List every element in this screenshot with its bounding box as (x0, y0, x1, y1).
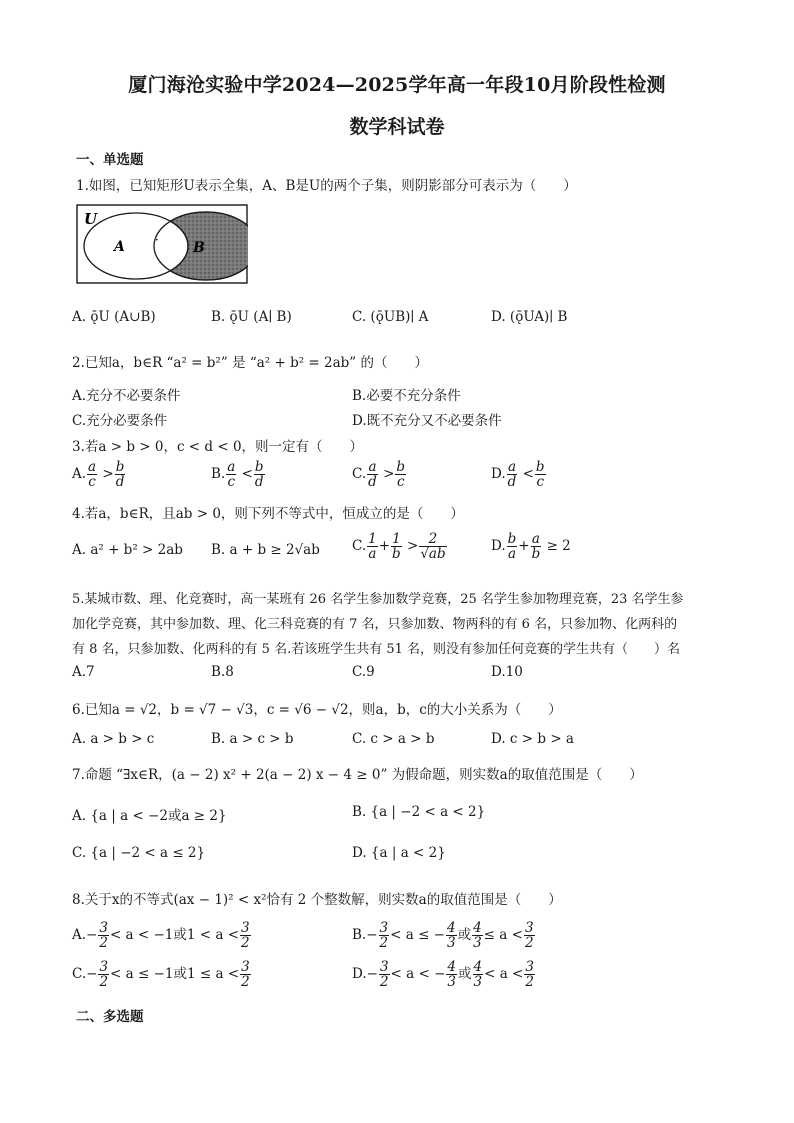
q8-option-d[interactable]: D.− $\frac{3}{2}$ < a < − $\frac{4}{3}$ 或 $\frac{4}{3}$ < a < $\frac{3}{2}$ (352, 959, 534, 991)
q3-option-a[interactable]: A. $\frac{a}{c}$ > $\frac{b}{d}$ (72, 459, 125, 491)
q7-option-b[interactable]: B. {a | −2 < a < 2} (352, 804, 486, 820)
label-a: A (114, 239, 125, 255)
q4-option-a[interactable]: A. a² + b² > 2ab (72, 542, 183, 558)
q6-option-d[interactable]: D. c > b > a (491, 731, 574, 747)
label-dot: · (155, 233, 159, 247)
question-5-line-2: 加化学竞赛，其中参加数、理、化三科竞赛的有 7 名，只参加数、物两科的有 6 名，只参加物、化两科的 (72, 617, 678, 632)
question-6-stem: 6.已知a = √2，b = √7 − √3，c = √6 − √2，则a，b，c的大小关系为（ ） (72, 702, 562, 718)
q2-option-c[interactable]: C.充分必要条件 (72, 413, 168, 429)
q1-option-c[interactable]: C. (ǭUB)∣ A (352, 309, 429, 325)
q5-option-a[interactable]: A.7 (72, 664, 95, 680)
section-single-choice: 一、单选题 (76, 152, 144, 168)
q8-option-a[interactable]: A.− $\frac{3}{2}$ < a < −1或1 < a < $\frac{3}{2}$ (72, 920, 250, 952)
question-8-stem: 8.关于x的不等式(ax − 1)² < x²恰有 2 个整数解，则实数a的取值范围是（ ） (72, 892, 562, 908)
q5-option-b[interactable]: B.8 (211, 664, 234, 680)
label-b: B (193, 240, 205, 256)
q3-option-c[interactable]: C. $\frac{a}{d}$ > $\frac{b}{c}$ (352, 459, 406, 491)
question-3-stem: 3.若a > b > 0，c < d < 0，则一定有（ ） (72, 439, 364, 455)
question-1-stem: 1.如图，已知矩形U表示全集，A、B是U的两个子集，则阴影部分可表示为（ ） (76, 178, 577, 194)
q4-option-d[interactable]: D. $\frac{b}{a}$ + $\frac{a}{b}$ ≥ 2 (491, 531, 571, 563)
q6-option-a[interactable]: A. a > b > c (72, 731, 155, 747)
q1-option-b[interactable]: B. ǭU (A∣ B) (211, 309, 292, 325)
question-4-stem: 4.若a，b∈R，且ab > 0，则下列不等式中，恒成立的是（ ） (72, 506, 464, 522)
q6-option-b[interactable]: B. a > c > b (211, 731, 294, 747)
q4-option-c[interactable]: C. $\frac{1}{a}$ + $\frac{1}{b}$ > $\frac{2}{√ab}$ (352, 531, 446, 563)
exam-subtitle: 数学科试卷 (349, 116, 445, 138)
q5-option-c[interactable]: C.9 (352, 664, 375, 680)
q3-option-d[interactable]: D. $\frac{a}{d}$ < $\frac{b}{c}$ (491, 459, 545, 491)
question-5-line-3: 有 8 名，只参加数、化两科的有 5 名.若该班学生共有 51 名，则没有参加任何竞赛的学生共有（ ）名 (72, 642, 681, 657)
q7-option-d[interactable]: D. {a | a < 2} (352, 845, 446, 861)
q1-option-d[interactable]: D. (ǭUA)∣ B (491, 309, 568, 325)
q2-option-b[interactable]: B.必要不充分条件 (352, 388, 461, 404)
q7-option-c[interactable]: C. {a | −2 < a ≤ 2} (72, 845, 206, 861)
section-multi-choice: 二、多选题 (76, 1009, 144, 1025)
label-u: U (84, 210, 98, 228)
question-7-stem: 7.命题 “∃x∈R，(a − 2) x² + 2(a − 2) x − 4 ≥ 0” 为假命题，则实数a的取值范围是（ ） (72, 767, 643, 783)
q7-option-a[interactable]: A. {a | a < −2或a ≥ 2} (72, 808, 227, 824)
q8-option-b[interactable]: B.− $\frac{3}{2}$ < a ≤ − $\frac{4}{3}$ 或 $\frac{4}{3}$ ≤ a < $\frac{3}{2}$ (352, 920, 534, 952)
q4-option-b[interactable]: B. a + b ≥ 2√ab (211, 542, 320, 558)
q2-option-d[interactable]: D.既不充分又不必要条件 (352, 413, 502, 429)
venn-diagram (76, 204, 248, 284)
exam-title: 厦门海沧实验中学2024—2025学年高一年段10月阶段性检测 (128, 74, 666, 96)
q5-option-d[interactable]: D.10 (491, 664, 523, 680)
question-5-line-1: 5.某城市数、理、化竞赛时，高一某班有 26 名学生参加数学竞赛，25 名学生参加物理竞赛，23 名学生参 (72, 592, 684, 607)
q6-option-c[interactable]: C. c > a > b (352, 731, 435, 747)
q8-option-c[interactable]: C.− $\frac{3}{2}$ < a ≤ −1或1 ≤ a < $\frac{3}{2}$ (72, 959, 250, 991)
q1-option-a[interactable]: A. ǭU (A∪B) (72, 309, 156, 325)
q3-option-b[interactable]: B. $\frac{a}{c}$ < $\frac{b}{d}$ (211, 459, 264, 491)
q2-option-a[interactable]: A.充分不必要条件 (72, 388, 181, 404)
question-2-stem: 2.已知a，b∈R “a² = b²” 是 “a² + b² = 2ab” 的（ ） (72, 355, 428, 371)
